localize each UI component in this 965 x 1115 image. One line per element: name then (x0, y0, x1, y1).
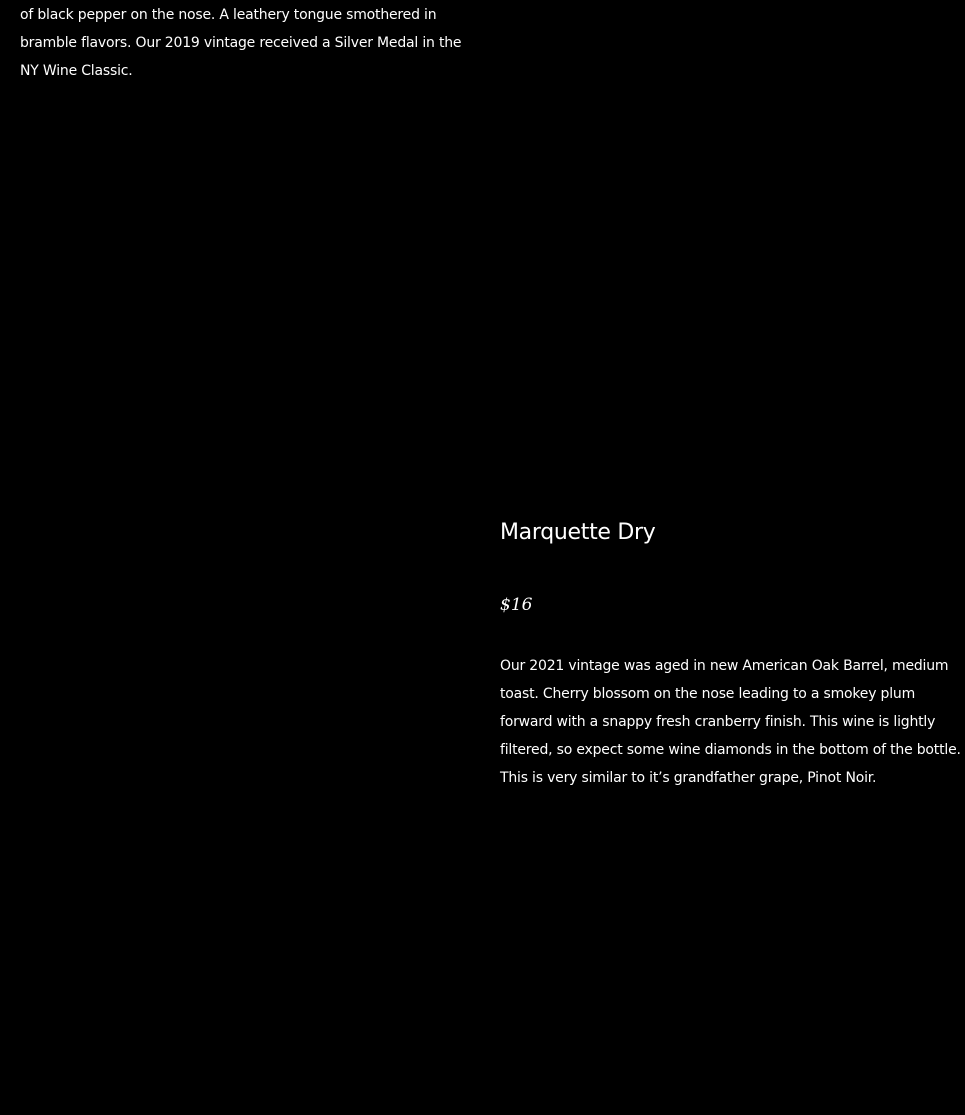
previous-wine-description: of black pepper on the nose. A leathery tongue smothered in bramble flavors. Our 2019 vintage received a Silver Medal in the NY Wine Classic. (20, 7, 462, 79)
wine-price: $16 (500, 595, 533, 615)
wine-product-marquette-dry (500, 516, 962, 792)
wine-name: Marquette Dry (500, 520, 656, 545)
wine-description: Our 2021 vintage was aged in new American Oak Barrel, medium toast. Cherry blossom on the nose leading to a smokey plum forward with a snappy fresh cranberry finish. This wine is lightly filtered, so expect some wine diamonds in the bottom of the bottle. This is very similar to it’s grandfather grape, Pinot Noir. (500, 658, 961, 786)
